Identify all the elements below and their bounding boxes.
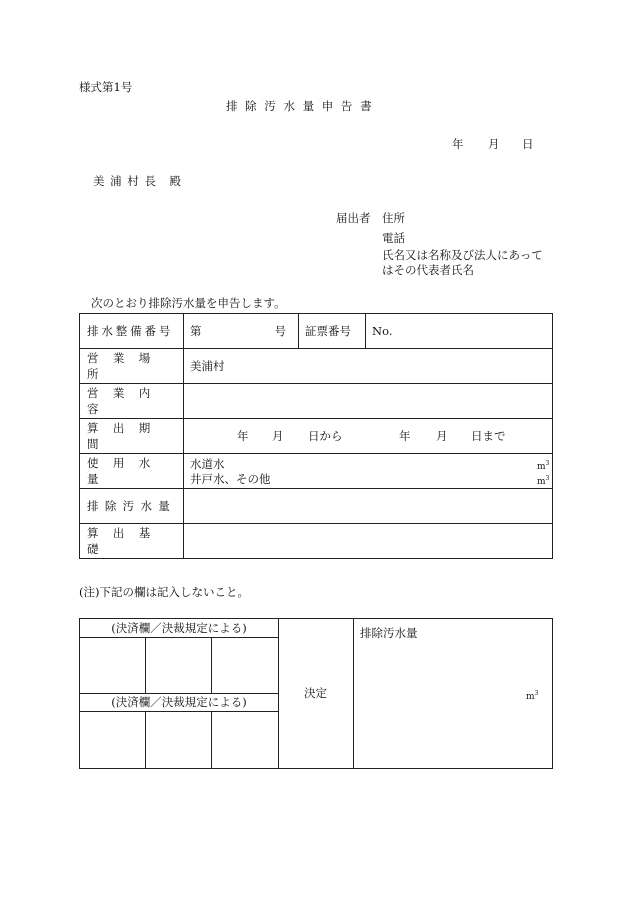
calc-basis-value-cell[interactable] [184, 524, 553, 559]
business-content-value-cell[interactable] [184, 384, 553, 419]
row-water-usage [80, 454, 553, 489]
date-day: 日 [522, 137, 534, 151]
divider [80, 711, 278, 712]
form-number: 様式第1号 [79, 80, 133, 94]
divider [211, 637, 212, 693]
dai-label: 第 [190, 324, 202, 338]
address-label: 住所 [382, 211, 405, 225]
tap-water-label: 水道水 [190, 457, 225, 471]
water-usage-label: 使用水量 [87, 456, 165, 486]
divider [80, 637, 278, 638]
period-month2: 月 [436, 429, 448, 443]
divider [211, 711, 212, 768]
water-usage-value-cell[interactable] [184, 454, 553, 489]
divider [145, 637, 146, 693]
period-month1: 月 [272, 429, 284, 443]
discharge-amount-label: 排除汚水量 [360, 626, 418, 640]
well-water-label: 井戸水、その他 [190, 472, 271, 486]
date-month: 月 [488, 137, 500, 151]
declaration-table [79, 313, 553, 559]
drainage-number-label-cell [80, 314, 184, 349]
row-business-content [80, 384, 553, 419]
divider [80, 693, 278, 694]
calc-period-value-cell[interactable] [184, 419, 553, 454]
row-calc-basis [80, 524, 553, 559]
addressee: 美 浦 村 長 殿 [93, 174, 182, 188]
well-water-unit: $m^3$ [537, 475, 550, 487]
period-day-to: 日まで [471, 429, 506, 443]
business-location-label: 営業場所 [87, 351, 165, 381]
certificate-number-value[interactable] [366, 314, 553, 349]
applicant-label: 届出者 [336, 211, 371, 225]
discharge-label: 排除汚水量 [87, 499, 177, 513]
divider [145, 711, 146, 768]
row-calc-period [80, 419, 553, 454]
phone-label: 電話 [382, 231, 405, 245]
period-year2: 年 [399, 429, 411, 443]
decision-label: 決定 [304, 686, 327, 700]
approval-header-bottom: (決済欄／決裁規定による) [111, 695, 247, 709]
calc-period-label: 算出期間 [87, 421, 165, 451]
business-location-value-cell[interactable] [184, 349, 553, 384]
row-drainage-number [80, 314, 553, 349]
name-label-line2: はその代表者氏名 [382, 263, 474, 277]
discharge-amount-unit: $m^3$ [526, 690, 539, 702]
business-content-label: 営業内容 [87, 386, 165, 416]
period-year1: 年 [237, 429, 249, 443]
document-title: 排 除 汚 水 量 申 告 書 [226, 99, 374, 113]
discharge-value-cell[interactable] [184, 489, 553, 524]
intro-text: 次のとおり排除汚水量を申告します。 [91, 296, 286, 310]
date-year: 年 [452, 137, 464, 151]
drainage-number-value[interactable] [184, 314, 299, 349]
tap-water-unit: $m^3$ [537, 460, 550, 472]
row-business-location [80, 349, 553, 384]
drainage-number-label: 排水整備番号 [87, 324, 174, 338]
approval-header-top: (決済欄／決裁規定による) [111, 621, 247, 635]
official-use-box [79, 618, 553, 769]
certificate-label-cell [299, 314, 366, 349]
note-text: (注)下記の欄は記入しないこと。 [79, 585, 249, 599]
divider [353, 619, 354, 768]
name-label-line1: 氏名又は名称及び法人にあって [382, 248, 543, 262]
row-discharge [80, 489, 553, 524]
period-day-from: 日から [308, 429, 343, 443]
calc-basis-label: 算出基礎 [87, 526, 165, 556]
no-label: No. [372, 324, 393, 338]
go-label: 号 [274, 324, 286, 338]
business-location-value: 美浦村 [190, 359, 225, 373]
certificate-label: 証票番号 [305, 324, 351, 338]
